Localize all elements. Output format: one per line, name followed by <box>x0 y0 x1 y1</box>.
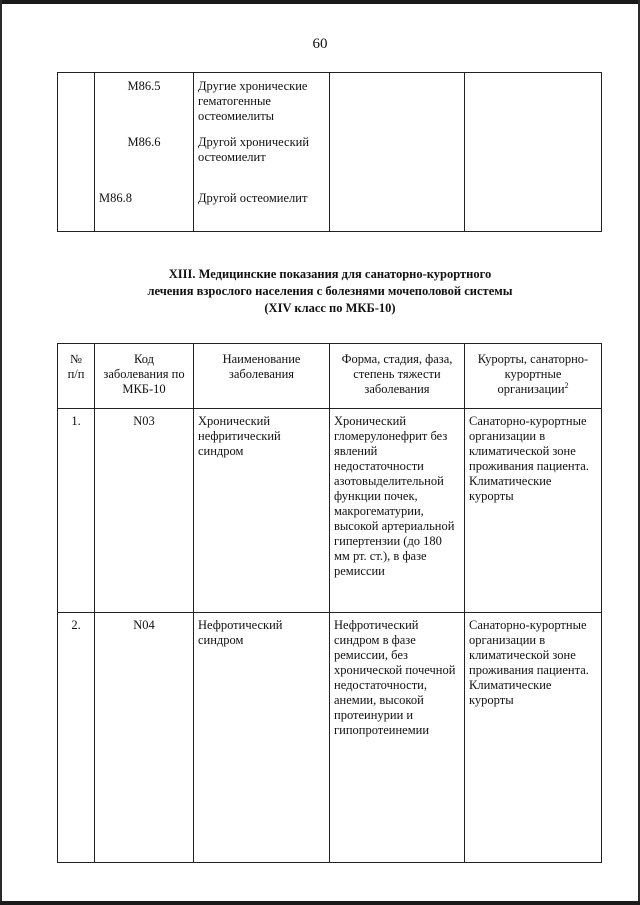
names-cell <box>194 73 330 232</box>
indications-table <box>57 343 602 863</box>
header-resorts <box>465 344 602 409</box>
name-m86-8: Другой остеомиелит <box>198 191 308 205</box>
continued-table <box>57 72 602 232</box>
header-resorts-text: Курорты, санаторно- курортные организации <box>477 352 589 396</box>
section-title-line-1: XIII. Медицинские показания для санаторно-курортного <box>168 267 492 281</box>
page-number: 60 <box>312 36 328 52</box>
name-m86-5: Другие хронические гематогенные остеомиелиты <box>198 79 308 123</box>
row-form: Нефротический синдром в фазе ремиссии, без хронической почечной недостаточности, анемии, высокой протеинурии и гипопротеинемии <box>330 613 465 863</box>
header-num: № п/п <box>58 344 95 409</box>
row-resorts: Санаторно-курортные организации в климатической зоне проживания пациента. Климатические курорты <box>465 613 602 863</box>
code-m86-5: M86.5 <box>127 79 161 93</box>
header-row <box>58 344 602 409</box>
code-m86-8: M86.8 <box>99 191 132 205</box>
row-resorts: Санаторно-курортные организации в климатической зоне проживания пациента. Климатические курорты <box>465 409 602 613</box>
name-m86-6: Другой хронический остеомиелит <box>198 135 310 164</box>
table-row <box>58 613 602 863</box>
code-m86-6: M86.6 <box>127 135 161 149</box>
row-code: N03 <box>95 409 194 613</box>
row-name: Хронический нефритический синдром <box>194 409 330 613</box>
table-row <box>58 409 602 613</box>
row-num: 1. <box>58 409 95 613</box>
resorts-cell <box>465 73 602 232</box>
scan-edge-left <box>0 0 2 905</box>
scan-edge-bottom <box>0 901 640 905</box>
row-name: Нефротический синдром <box>194 613 330 863</box>
header-code: Код заболевания по МКБ-10 <box>95 344 194 409</box>
row-num: 2. <box>58 613 95 863</box>
header-name: Наименование заболевания <box>194 344 330 409</box>
row-form: Хронический гломерулонефрит без явлений недостаточности азотовыделительной функции почек, макрогематурии, высокой артериальной гипертензии (до 180 мм рт. ст.), в фазе ремиссии <box>330 409 465 613</box>
section-title-line-2: лечения взрослого населения с болезнями мочеполовой системы <box>147 284 513 298</box>
section-title <box>90 266 570 317</box>
continued-row <box>58 73 602 232</box>
section-title-line-3: (XIV класс по МКБ-10) <box>264 301 396 315</box>
num-cell <box>58 73 95 232</box>
form-cell <box>330 73 465 232</box>
row-code: N04 <box>95 613 194 863</box>
codes-cell <box>95 73 194 232</box>
header-form: Форма, стадия, фаза, степень тяжести заболевания <box>330 344 465 409</box>
header-resorts-footnote: 2 <box>564 380 569 390</box>
scan-edge-top <box>0 0 640 4</box>
